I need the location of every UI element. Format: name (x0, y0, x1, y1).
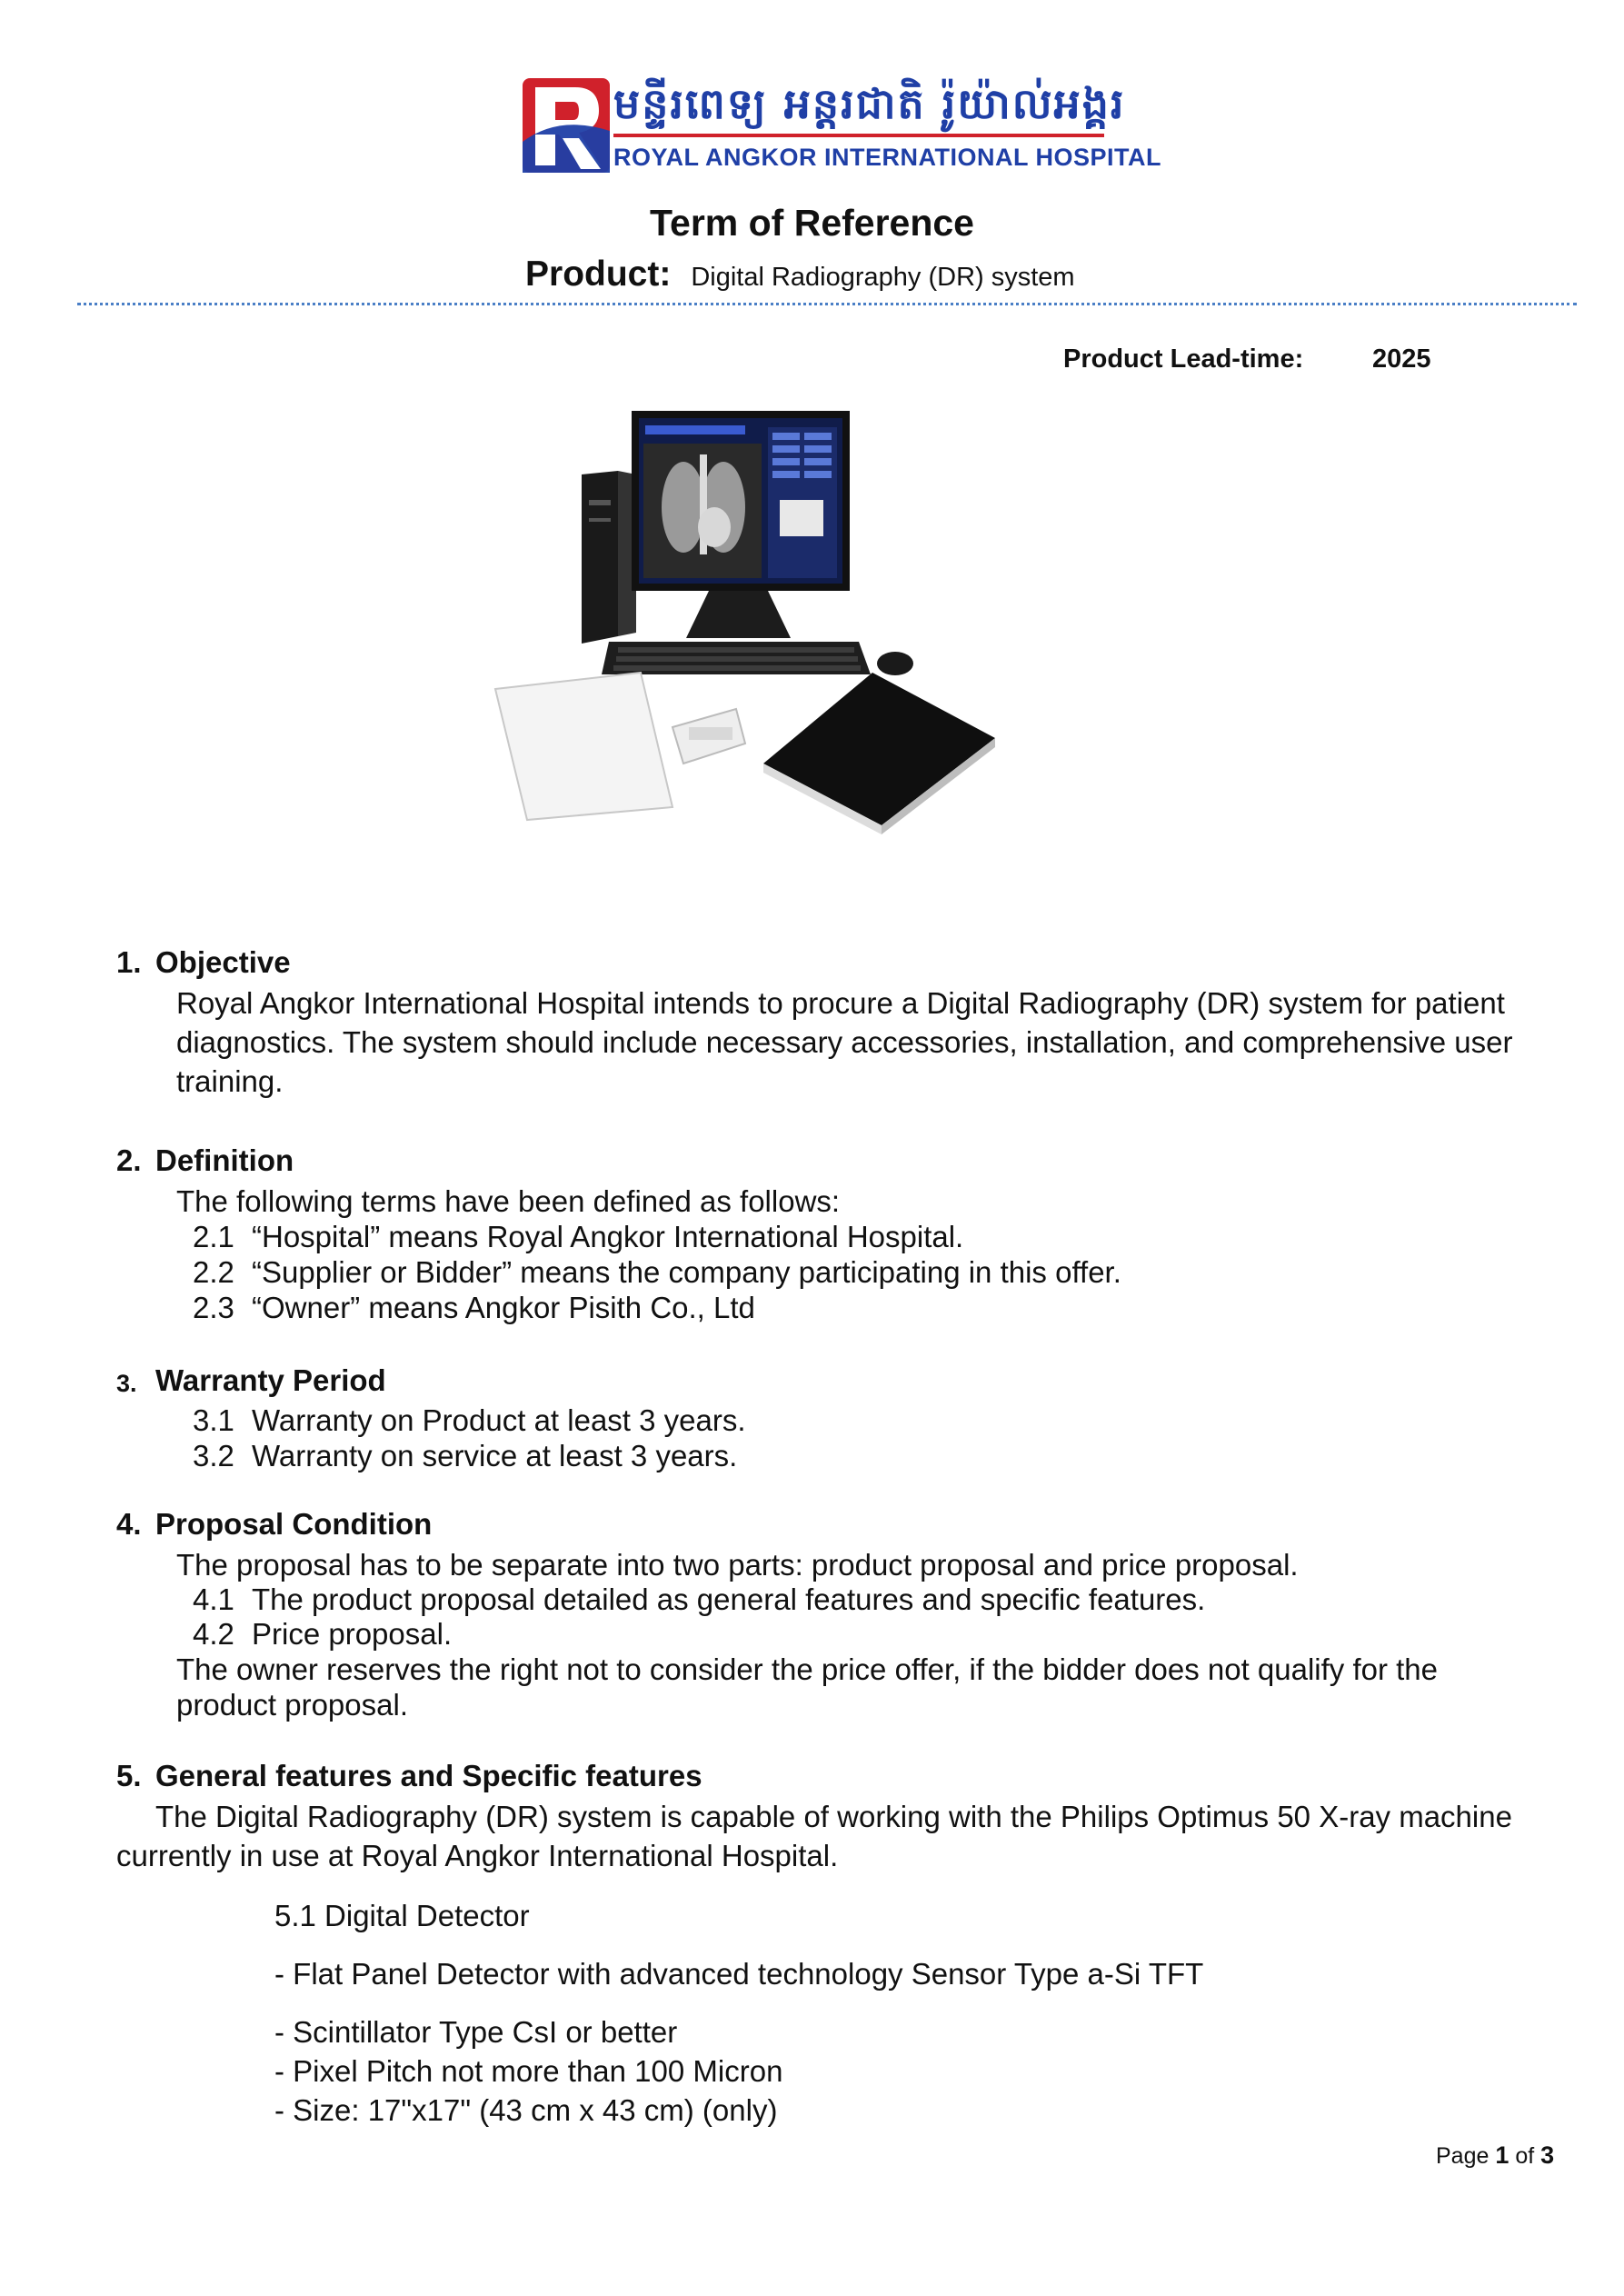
mouse-icon (877, 652, 913, 675)
proposal-item-text: The product proposal detailed as general features and specific features. (252, 1582, 1206, 1616)
section-title-definition: Definition (155, 1143, 294, 1177)
document-title: Term of Reference (650, 202, 974, 244)
proposal-item-text: Price proposal. (252, 1617, 453, 1651)
detector-spec: - Scintillator Type CsI or better (274, 2015, 678, 2049)
warranty-item-text: Warranty on Product at least 3 years. (252, 1403, 746, 1437)
logo-khmer-text: មន្ទីរពេទ្យ អន្តរជាតិ រ៉ូយ៉ាល់អង្គរ (613, 79, 1126, 128)
features-line: The Digital Radiography (DR) system is capable of working with the Philips Optimus 50 X-ray machine (155, 1800, 1512, 1833)
definition-item-text: “Supplier or Bidder” means the company participating in this offer. (252, 1255, 1121, 1289)
section-number: 5. (116, 1759, 142, 1792)
definition-item-number: 2.2 (193, 1255, 234, 1289)
section-number: 4. (116, 1507, 142, 1541)
objective-line: diagnostics. The system should include necessary accessories, installation, and comprehensive user (176, 1025, 1513, 1059)
detector-spec: - Flat Panel Detector with advanced technology Sensor Type a-Si TFT (274, 1957, 1204, 1991)
product-label: Product: (525, 255, 672, 294)
hospital-logo (523, 75, 1162, 176)
header-divider (77, 303, 1577, 305)
detector-spec: - Size: 17"x17" (43 cm x 43 cm) (only) (274, 2093, 778, 2127)
proposal-outro: The owner reserves the right not to consider the price offer, if the bidder does not qualify for the (176, 1652, 1439, 1686)
logo-divider (613, 134, 1104, 137)
pc-tower-icon (582, 471, 636, 644)
page-total: 3 (1540, 2141, 1555, 2169)
keyboard-icon (602, 642, 871, 674)
definition-item-number: 2.3 (193, 1291, 234, 1324)
of-word: of (1515, 2143, 1535, 2169)
objective-line: Royal Angkor International Hospital intends to procure a Digital Radiography (DR) system for patient (176, 986, 1505, 1020)
objective-line: training. (176, 1064, 284, 1098)
imaging-plate-icon (495, 673, 673, 820)
reader-device-icon (673, 709, 745, 764)
proposal-outro: product proposal. (176, 1688, 408, 1722)
section-number: 1. (116, 945, 142, 979)
monitor-icon (632, 411, 850, 638)
proposal-item-number: 4.1 (193, 1582, 234, 1616)
section-title-objective: Objective (155, 945, 291, 979)
definition-intro: The following terms have been defined as follows: (176, 1184, 841, 1218)
page-word: Page (1436, 2143, 1489, 2169)
section-number: 3. (116, 1370, 137, 1397)
logo-r-icon (523, 78, 610, 173)
warranty-item-number: 3.2 (193, 1439, 234, 1472)
warranty-item-text: Warranty on service at least 3 years. (252, 1439, 738, 1472)
definition-item-text: “Owner” means Angkor Pisith Co., Ltd (252, 1291, 755, 1324)
lead-time-label: Product Lead-time: (1063, 344, 1304, 374)
product-photo (491, 400, 1000, 836)
features-line: currently in use at Royal Angkor International Hospital. (116, 1839, 839, 1872)
section-number: 2. (116, 1143, 142, 1177)
product-value: Digital Radiography (DR) system (691, 263, 1075, 292)
page-footer (1436, 2141, 1554, 2170)
subsection-title: 5.1 Digital Detector (274, 1899, 530, 1932)
definition-item-number: 2.1 (193, 1220, 234, 1253)
lead-time-value: 2025 (1372, 344, 1431, 374)
definition-item-text: “Hospital” means Royal Angkor International Hospital. (252, 1220, 964, 1253)
detector-spec: - Pixel Pitch not more than 100 Micron (274, 2054, 783, 2088)
section-title-warranty: Warranty Period (155, 1363, 386, 1397)
proposal-item-number: 4.2 (193, 1617, 234, 1651)
warranty-item-number: 3.1 (193, 1403, 234, 1437)
flat-panel-detector-icon (763, 673, 995, 834)
proposal-intro: The proposal has to be separate into two parts: product proposal and price proposal. (176, 1548, 1299, 1582)
section-title-proposal: Proposal Condition (155, 1507, 433, 1541)
page-number: 1 (1495, 2141, 1509, 2169)
section-title-features: General features and Specific features (155, 1759, 702, 1792)
logo-hospital-name: ROYAL ANGKOR INTERNATIONAL HOSPITAL (613, 144, 1162, 171)
product-line (525, 255, 1075, 294)
